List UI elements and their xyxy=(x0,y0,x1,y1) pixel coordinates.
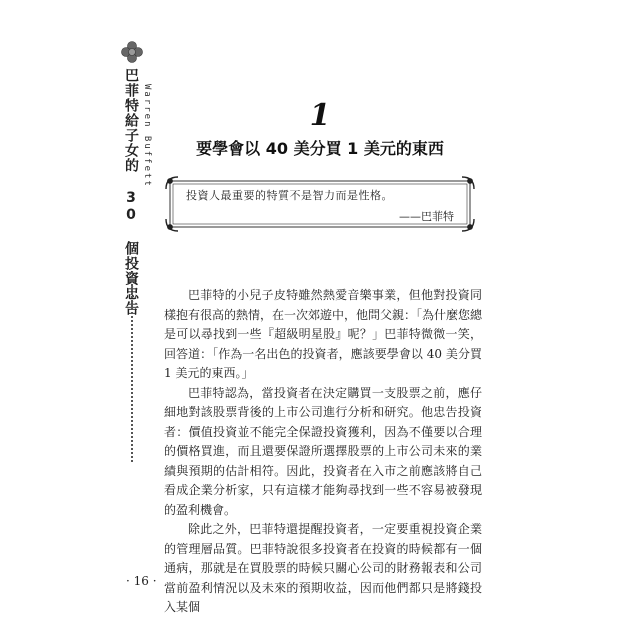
dotted-rule xyxy=(131,272,135,462)
quote-author: ——巴菲特 xyxy=(399,210,454,223)
paragraph: 巴菲特的小兒子皮特雖然熱愛音樂事業，但他對投資同樣抱有很高的熱情，在一次郊遊中，他問父親：「為什麼您總是可以尋找到一些『超級明星股』呢？」巴菲特微微一笑，回答道：「作為一名出色的投資者，應該要學會以 40 美分買 1 美元的東西。」 xyxy=(164,288,483,380)
chapter-number: 1 xyxy=(309,98,331,133)
running-header-title: 巴菲特給子女的 30 個投資忠告 xyxy=(123,68,139,316)
paragraph: 除此之外，巴菲特還提醒投資者，一定要重視投資企業的管理層品質。巴菲特說很多投資者在投資的時候都有一個通病，那就是在買股票的時候只關心公司的財務報表和公司當前盈利情況以及未來的預期收益，因而他們都只是將錢投入某個 xyxy=(164,522,482,614)
quote-text: 投資人最重要的特質不是智力而是性格。 xyxy=(186,189,393,202)
paragraph: 巴菲特認為，當投資者在決定購買一支股票之前，應仔細地對該股票背後的上市公司進行分析和研究。他忠告投資者：價值投資並不能完全保證投資獲利，因為不僅要以合理的價格買進，而且還要保證所選擇股票的上市公司未來的業績與預期的估計相符。因此，投資者在入市之前應該將自己看成企業分析家，只有這樣才能夠尋找到一些不容易被發現的盈利機會。 xyxy=(164,385,482,517)
body-text xyxy=(164,286,482,618)
ornamental-frame xyxy=(164,175,476,233)
chapter-title: 要學會以 40 美分買 1 美元的東西 xyxy=(196,139,444,158)
flower-ornament-icon xyxy=(120,40,144,64)
quote-box xyxy=(164,175,476,233)
running-header-latin: Warren Buffett xyxy=(142,84,152,188)
running-header xyxy=(112,40,152,480)
page-number: · 16 · xyxy=(126,574,157,588)
